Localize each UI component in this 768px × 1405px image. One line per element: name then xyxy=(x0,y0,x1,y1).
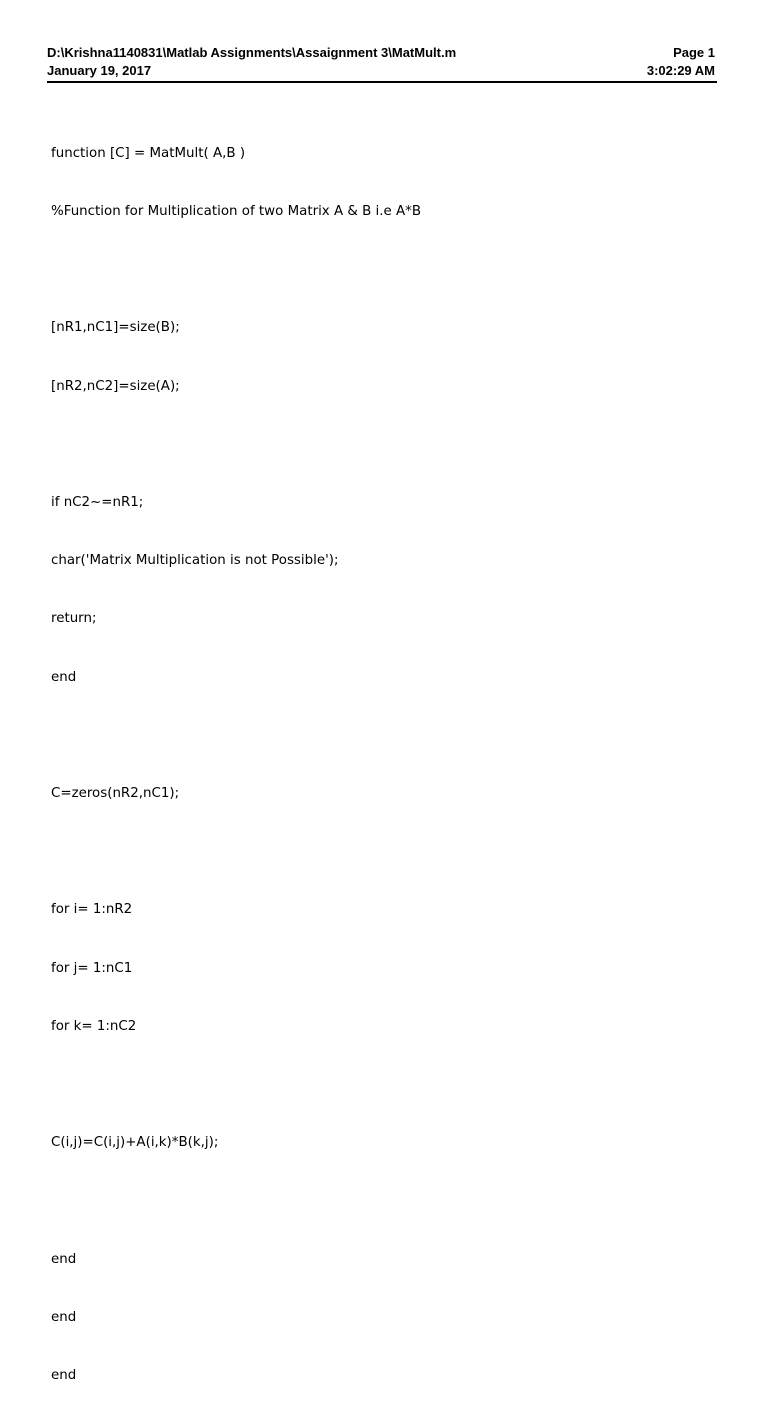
code-line: end xyxy=(51,1251,77,1267)
code-line: for i= 1:nR2 xyxy=(51,902,133,918)
code-line: [nR2,nC2]=size(A); xyxy=(51,378,180,394)
code-line: [nR1,nC1]=size(B); xyxy=(51,320,180,336)
code-line xyxy=(51,1191,421,1210)
code-line xyxy=(51,435,421,454)
page-number: Page 1 xyxy=(673,45,715,60)
code-line: C=zeros(nR2,nC1); xyxy=(51,786,180,802)
code-line: C(i,j)=C(i,j)+A(i,k)*B(k,j); xyxy=(51,1135,219,1151)
code-line xyxy=(51,1075,421,1094)
print-date: January 19, 2017 xyxy=(47,62,152,78)
code-listing xyxy=(51,105,421,1405)
code-line: function [C] = MatMult( A,B ) xyxy=(51,145,246,161)
code-line: for j= 1:nC1 xyxy=(51,960,133,976)
code-line: end xyxy=(51,1309,77,1325)
code-line: end xyxy=(51,1368,77,1384)
header-row-bottom xyxy=(47,62,715,80)
header-row-top xyxy=(47,44,715,62)
code-line: end xyxy=(51,669,77,685)
code-line: return; xyxy=(51,611,97,627)
code-line xyxy=(51,842,421,861)
page-header xyxy=(47,44,715,79)
code-line: char('Matrix Multiplication is not Possible'); xyxy=(51,553,339,569)
header-divider xyxy=(47,81,717,83)
code-line xyxy=(51,726,421,745)
code-line: for k= 1:nC2 xyxy=(51,1018,137,1034)
print-time: 3:02:29 AM xyxy=(646,62,715,78)
code-line: if nC2~=nR1; xyxy=(51,495,144,511)
file-path: D:\Krishna1140831\Matlab Assignments\Assaignment 3\MatMult.m xyxy=(47,45,457,60)
code-line: %Function for Multiplication of two Matrix A & B i.e A*B xyxy=(51,204,422,220)
code-line xyxy=(51,260,421,279)
